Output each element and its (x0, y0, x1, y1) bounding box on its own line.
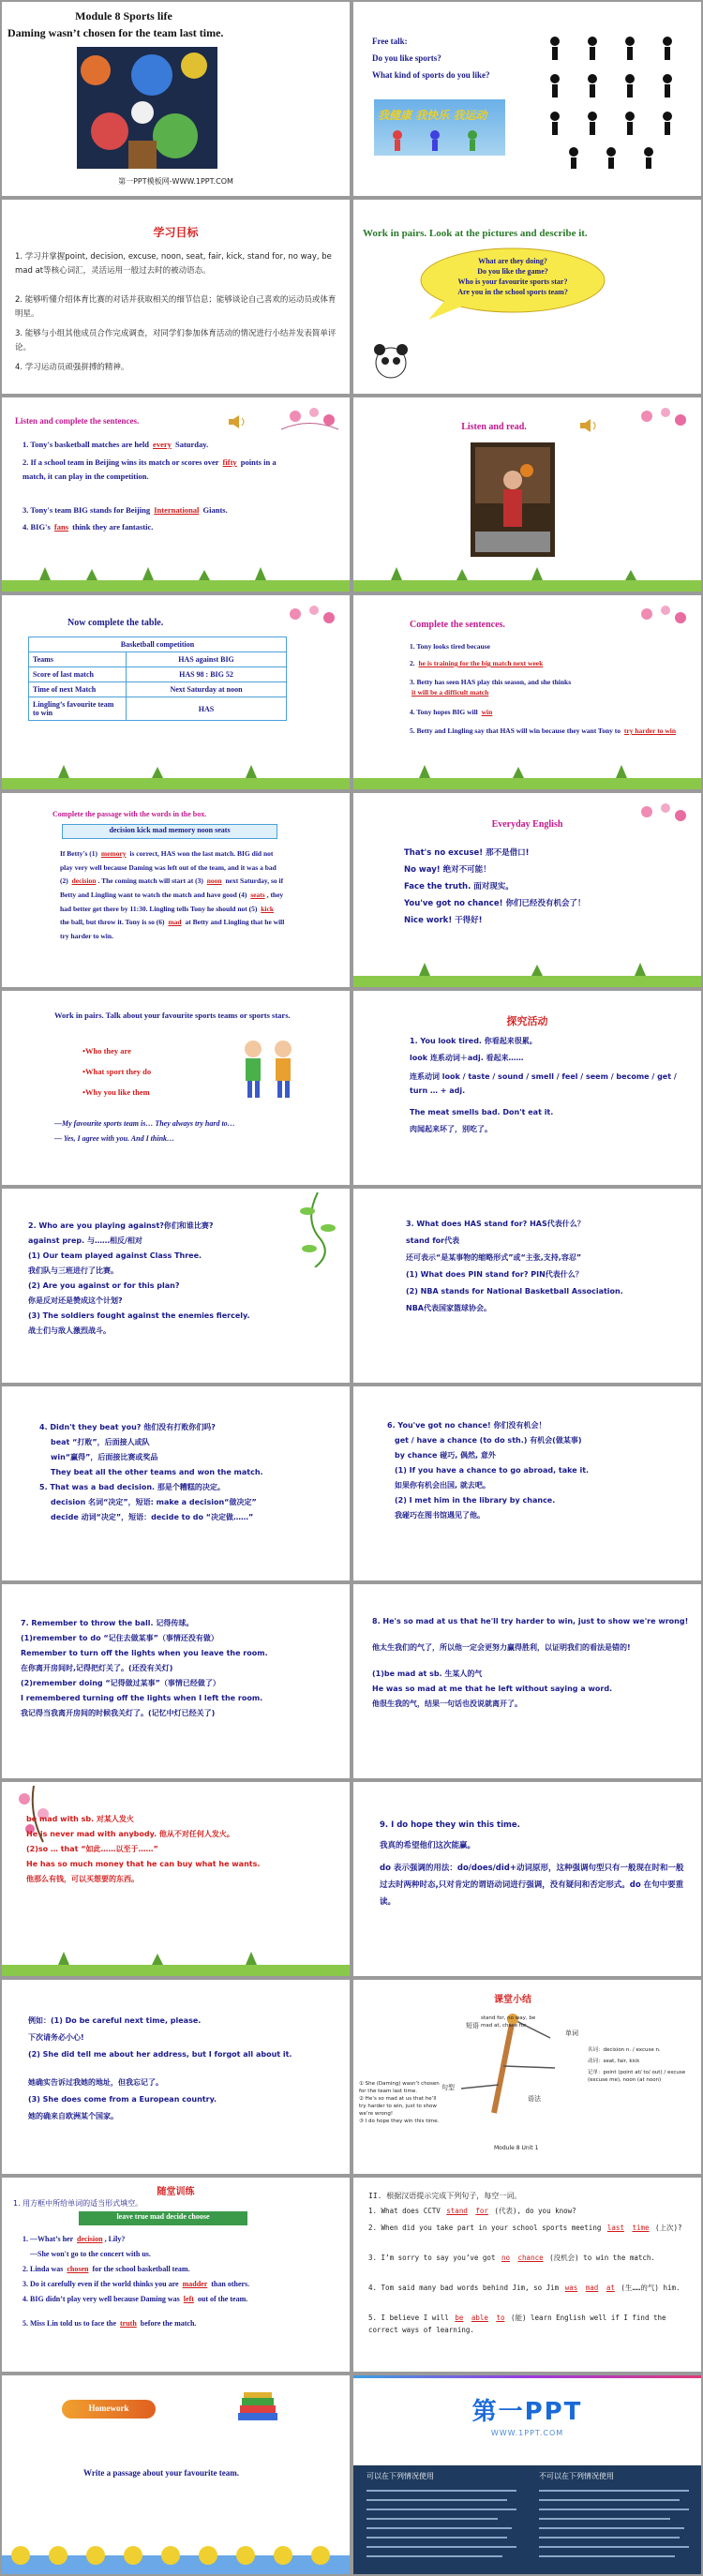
grass-decoration-icon (353, 765, 701, 789)
answer-blank: no (501, 2254, 511, 2262)
remember-line-4: 在你离开房间时,记得把灯关了。(还没有关灯) (21, 1664, 173, 1672)
answer-blank: fans (53, 522, 69, 532)
slide-8-complete (353, 595, 701, 789)
explore-line-5: 肉闻起来坏了，别吃了。 (410, 1125, 492, 1133)
slide-21-examples (2, 1980, 350, 2174)
homework-badge (62, 2400, 156, 2419)
homework-heading: Homework (88, 2404, 129, 2413)
table-row: Time of next Match Next Saturday at noon (29, 682, 287, 697)
speaker-icon (578, 418, 599, 433)
grass-decoration-icon (2, 567, 350, 592)
bubble-question-3: Who is your favourite sports star? (457, 277, 568, 286)
stand-line-3: 还可表示“是某事物的缩略形式”或“主张,支持,容忍” (406, 1253, 582, 1262)
answer-blank: it will be a difficult match (411, 688, 489, 696)
sports-photo (77, 47, 217, 169)
phrase-5: Nice work! 干得好! (404, 916, 483, 925)
table-row: Lingling’s favourite team to win HAS (29, 697, 287, 721)
explore-heading: 探究活动 (506, 1015, 548, 1027)
slide-14-stand-for (353, 1189, 701, 1383)
answer-blank: for (475, 2207, 488, 2215)
madwith-line-4: He has so much money that he can buy what he wants. (26, 1860, 261, 1868)
slide-10-everyday (353, 793, 701, 987)
passage-heading: Complete the passage with the words in the box. (52, 810, 207, 818)
answer-blank: kick (261, 904, 275, 913)
listen-item-1: 1. Tony's basketball matches are held every Saturday. (22, 440, 209, 449)
forbidden-title: 不可以在下列情况使用 (539, 2472, 614, 2480)
chance-line-5: 如果你有机会出国, 就去吧。 (395, 1481, 490, 1490)
slide-26-ppt-logo (353, 2375, 701, 2574)
panda-icon (370, 340, 411, 382)
stand-line-5: (2) NBA stands for National Basketball Association. (406, 1287, 623, 1295)
slide-15-beat (2, 1386, 350, 1580)
mad-line-1: 8. He's so mad at us that he'll try harder to win, just to show we're wrong! (372, 1617, 689, 1625)
beat-line-4: They beat all the other teams and won the match. (51, 1468, 263, 1476)
chance-line-3: by chance 碰巧, 偶然, 意外 (395, 1451, 496, 1460)
answer-blank: International (154, 505, 200, 515)
homework-task: Write a passage about your favourite team. (83, 2468, 239, 2478)
everyday-heading: Everyday English (491, 819, 563, 830)
free-talk-q1: Do you like sports? (372, 53, 441, 63)
exercise-heading: 随堂训练 (157, 2187, 195, 2197)
listen-item-4: 4. BIG's fans think they are fantastic. (22, 522, 154, 532)
free-talk-label: Free talk: (372, 37, 408, 46)
grass-decoration-icon (2, 765, 350, 789)
template-footer: 第一PPT模板网-WWW.1PPT.COM (118, 177, 233, 186)
complete-line-3b (410, 688, 490, 698)
beat-line-1: 4. Didn't they beat you? 他们没有打败你们吗? (39, 1423, 216, 1431)
answer-blank: mad (168, 918, 182, 927)
grass-decoration-icon (2, 1952, 350, 1976)
slide-13-against (2, 1189, 350, 1383)
against-line-3: (1) Our team played against Class Three. (28, 1251, 202, 1260)
example-line-6: 她的确来自欧洲某个国家。 (28, 2112, 118, 2120)
ppt-logo: 第一PPT (471, 2398, 583, 2426)
slide-22-summary (353, 1980, 701, 2174)
mad-line-2: 他太生我们的气了，所以他一定会更努力赢得胜利，以证明我们的看法是错的! (372, 1643, 631, 1652)
flower-decoration-icon (277, 403, 342, 435)
books-icon (234, 2390, 281, 2426)
listen-read-heading: Listen and read. (461, 422, 527, 432)
explore-line-1: 1. You look tired. 你看起来很累。 (410, 1037, 537, 1045)
slide-4-describe (353, 200, 701, 394)
listen-heading: Listen and complete the sentences. (15, 416, 140, 426)
slide-5-listen (2, 397, 350, 592)
slide-6-listen-read (353, 397, 701, 592)
describe-heading: Work in pairs. Look at the pictures and describe it. (363, 228, 588, 239)
words-label: 单词 (565, 2029, 578, 2037)
slide-subtitle: Daming wasn’t chosen for the team last time. (7, 26, 224, 39)
exercise-item-4: 4. BIG didn’t play very well because Daming was left out of the team. (22, 2295, 248, 2303)
pairs-bullet-1: •Who they are (82, 1046, 131, 1056)
phrase-1: That's no excuse! 那不是借口! (404, 848, 530, 858)
example-line-5: (3) She does come from a European country. (28, 2095, 217, 2104)
beat-line-2: beat “打败”，后面接人或队 (51, 1438, 150, 1446)
complete-line-3: 3. Betty has seen HAS play this season, and she thinks (410, 678, 572, 686)
table-row: Score of last match HAS 98 : BIG 52 (29, 667, 287, 682)
beat-line-3: win“赢得”，后面接比赛或奖品 (51, 1453, 158, 1461)
slide-25-homework (2, 2375, 350, 2574)
exercise-item-5: 5. Miss Lin told us to face the truth before the match. (22, 2319, 197, 2328)
exercise-item-1: 1. —What’s her decision , Lily? (22, 2235, 126, 2243)
explore-line-3: 连系动词 look / taste / sound / smell / feel / seem / become / get / turn … + adj. (410, 1072, 677, 1096)
summary-words-2: 动词：seat, fair, kick (588, 2059, 640, 2064)
summary-sentence-1: ① She (Daming) wasn’t chosen for the team last time. (359, 2081, 440, 2094)
answer-blank: mad (585, 2284, 599, 2292)
hint-item-3: 3. I’m sorry to say you’ve got no chance (没机会) to win the match. (368, 2254, 655, 2262)
answer-blank: time (632, 2224, 650, 2232)
banner-text: 我健康 我快乐 我运动 (378, 109, 487, 122)
slide-11-pairs (2, 991, 350, 1185)
answer-blank: win (481, 708, 493, 716)
madwith-line-3: (2)so … that “如此……以至于……” (26, 1845, 158, 1853)
table-row: Teams HAS against BIG (29, 652, 287, 667)
explore-line-2: look 连系动词＋adj. 看起来…… (410, 1054, 524, 1062)
against-line-2: against prep. 与……相反/相对 (28, 1236, 142, 1245)
slide-17-remember (2, 1584, 350, 1778)
word-box: decision kick mad memory noon seats (62, 824, 277, 839)
slide-12-explore (353, 991, 701, 1185)
slide-1-title (2, 2, 350, 196)
remember-line-7: 我记得当我离开房间的时候我关灯了。(记忆中灯已经关了) (21, 1709, 216, 1717)
listen-item-3: 3. Tony's team BIG stands for Beijing International Giants. (22, 505, 228, 515)
against-line-4: 我们队与三班进行了比赛。 (28, 1266, 118, 1275)
slide-title: Module 8 Sports life (75, 9, 172, 22)
pairs-bullet-3: •Why you like them (82, 1087, 150, 1097)
hint-item-4: 4. Tom said many bad words behind Jim, so Jim was mad at (生……的气) him. (368, 2284, 681, 2292)
slide-23-exercise (2, 2178, 350, 2372)
remember-line-2: (1)remember to do “记住去做某事”（事情还没有做） (21, 1634, 218, 1642)
goal-2: 2. 能够听懂介绍体育比赛的对话并获取相关的细节信息；能够谈论自己喜欢的运动员或体育明星。 (15, 295, 337, 319)
against-line-5: (2) Are you against or for this plan? (28, 1281, 180, 1290)
summary-sentence-3: ③ I do hope they win this time. (359, 2119, 440, 2124)
phrases-label: 短语 (466, 2022, 479, 2029)
goal-4: 4. 学习运动员顽强拼搏的精神。 (15, 363, 129, 372)
info-panel (353, 2465, 701, 2574)
madwith-line-2: He is never mad with anybody. 他从不对任何人发火。 (26, 1830, 234, 1838)
pairs-heading: Work in pairs. Talk about your favourite sports teams or sports stars. (54, 1011, 291, 1020)
chance-line-4: (1) If you have a chance to go abroad, take it. (395, 1466, 590, 1475)
color-bar (353, 2375, 701, 2378)
example-line-1: 例如：(1) Do be careful next time, please. (28, 2016, 202, 2025)
bubble-question-2: Do you like the game? (477, 267, 548, 276)
hint-item-1: 1. What does CCTV stand for (代表), do you know? (368, 2207, 576, 2215)
complete-line-5: 5. Betty and Lingling say that HAS will win because they want Tony to try harder to win (410, 726, 676, 735)
chance-line-6: (2) I met him in the library by chance. (395, 1496, 556, 1505)
grammar-label: 语法 (528, 2095, 541, 2103)
answer-blank: left (183, 2295, 194, 2303)
exercise-item-3: 3. Do it carefully even if the world thinks you are madder than others. (22, 2280, 250, 2288)
answer-blank: chosen (67, 2265, 89, 2273)
table-title: Basketball competition (29, 637, 287, 652)
beat-line-5: 5. That was a bad decision. 那是个糟糕的决定。 (39, 1483, 225, 1491)
grass-decoration-icon (353, 963, 701, 987)
dohope-line-3: do 表示强调的用法：do/does/did+动词原形，这种强调句型只有一般现在时和一般过去时两种时态,只对肯定的谓语动词进行强调，没有疑问和否定形式。do 在句中要重读。 (380, 1864, 684, 1907)
stand-line-1: 3. What does HAS stand for? HAS代表什么？ (406, 1220, 585, 1228)
answer-blank: able (471, 2314, 488, 2322)
flower-decoration-icon (628, 403, 694, 435)
pairs-bullet-2: •What sport they do (82, 1067, 152, 1076)
kids-talking-icon (238, 1036, 298, 1101)
goal-1: 1. 学习并掌握point, decision, excuse, noon, seat, fair, kick, stand for, no way, be mad at等核心词汇，灵活运用一般过去时的被动语态。 (15, 252, 332, 276)
passage-text: If Betty's (1) memory is correct, HAS won the last match. BIG did not play very well because Daming was left out of the team, and it was a bad (2) decision . The coming match will start at (3) noon next Saturday, so if Betty and Lingling want to watch the match and have good (4) seats , they had better get there by 11:30. Lingling tells Tony he should not (5) kick the ball, but throw it. Tony is so (6) mad at Betty and Lingling that he will try harder to win. (60, 849, 285, 940)
explore-line-4: The meat smells bad. Don't eat it. (410, 1108, 554, 1116)
speaker-icon (227, 414, 247, 429)
summary-sentence-2: ② He’s so mad at us that he’ll try harder to win, just to show we’re wrong! (359, 2096, 437, 2117)
grass-decoration-icon (353, 567, 701, 592)
answer-blank: madder (182, 2280, 208, 2288)
remember-line-5: (2)remember doing “记得做过某事”（事情已经做了） (21, 1679, 220, 1687)
answer-blank: was (564, 2284, 578, 2292)
chance-line-7: 我碰巧在图书馆遇见了他。 (395, 1511, 485, 1520)
answer-blank: every (153, 440, 172, 449)
answer-blank: truth (120, 2319, 137, 2328)
against-line-7: (3) The soldiers fought against the enemies fiercely. (28, 1311, 250, 1320)
sports-pictograms (541, 30, 691, 171)
mad-line-4: He was so mad at me that he left without saying a word. (372, 1685, 613, 1693)
slide-16-chance (353, 1386, 701, 1580)
slide-3-objectives (2, 200, 350, 394)
dialog-line-2: — Yes, I agree with you. And I think… (54, 1134, 175, 1143)
slide-18-mad-at (353, 1584, 701, 1778)
slide-7-table (2, 595, 350, 789)
sports-banner (374, 99, 505, 156)
circles-decoration-icon (2, 2537, 350, 2574)
answer-blank: seats (250, 890, 265, 899)
info-lines (366, 2490, 695, 2569)
chance-line-2: get / have a chance (to do sth.) 有机会(做某事) (395, 1436, 582, 1445)
answer-blank: fifty (222, 457, 237, 467)
hints-intro: II. 根据汉语提示完成下列句子，每空一词。 (368, 2192, 522, 2200)
complete-heading: Complete the sentences. (410, 620, 505, 630)
madwith-line-5: 他那么有钱，可以买想要的东西。 (26, 1875, 139, 1883)
phrase-list: stand for, no way, be mad at, chase for (481, 2015, 536, 2029)
phrase-4: You've got no chance! 你们已经没有机会了！ (404, 899, 586, 908)
madwith-line-1: be mad with sb. 对某人发火 (26, 1815, 134, 1823)
goal-3: 3. 能够与小组其他成员合作完成调查，对同学们参加体育活动的情况进行小结并发表简单评论。 (15, 329, 337, 352)
answer-blank: at (606, 2284, 615, 2292)
answer-blank: he is training for the big match next week (418, 659, 544, 667)
example-line-3: (2) She did tell me about her address, but I forgot all about it. (28, 2050, 292, 2059)
basketball-photo (471, 442, 555, 557)
summary-footer: Module 8 Unit 1 (494, 2145, 539, 2151)
slide-24-chinese-hints (353, 2178, 701, 2372)
summary-heading: 课堂小结 (494, 1995, 531, 2005)
answer-blank: chance (517, 2254, 544, 2262)
dohope-line-1: 9. I do hope they win this time. (380, 1820, 520, 1830)
beat-line-6: decision 名词“决定”，短语: make a decision“做决定” (51, 1498, 257, 1506)
dohope-line-2: 我真的希望他们这次能赢。 (380, 1841, 476, 1850)
basketball-table (28, 637, 287, 721)
exercise-intro: 1. 用方框中所给单词的适当形式填空。 (13, 2199, 143, 2208)
answer-blank: be (455, 2314, 464, 2322)
stand-line-6: NBA代表国家篮球协会。 (406, 1304, 491, 1312)
listen-item-2: 2. If a school team in Beijing wins its match or scores over fifty points in a match, it can play in the competition. (22, 457, 277, 482)
hint-item-2: 2. When did you take part in your school sports meeting last time (上次)? (368, 2224, 682, 2232)
bubble-question-1: What are they doing? (478, 257, 547, 265)
dialog-line-1: —My favourite sports team is… They always try hard to… (54, 1119, 235, 1128)
against-line-8: 战士们与敌人激烈战斗。 (28, 1326, 111, 1335)
complete-line-4: 4. Tony hopes BIG will win (410, 708, 493, 716)
table-heading: Now complete the table. (67, 618, 164, 628)
answer-blank: try harder to win (623, 726, 676, 735)
slide-19-mad-with (2, 1782, 350, 1976)
slide-2-free-talk (353, 2, 701, 196)
objectives-heading: 学习目标 (153, 226, 199, 239)
slide-20-do-hope (353, 1782, 701, 1976)
example-line-4: 她确实告诉过我她的地址，但我忘记了。 (28, 2078, 163, 2087)
ppt-url: WWW.1PPT.COM (490, 2429, 564, 2437)
remember-line-1: 7. Remember to throw the ball. 记得传球。 (21, 1619, 194, 1627)
allowed-title: 可以在下列情况使用 (366, 2472, 434, 2480)
complete-line-1: 1. Tony looks tired because (410, 642, 490, 651)
exercise-item-2: 2. Linda was chosen for the school basketball team. (22, 2265, 190, 2273)
phrase-2: No way! 绝对不可能！ (404, 865, 491, 875)
remember-line-6: I remembered turning off the lights when I left the room. (21, 1694, 263, 1702)
exercise-word-box: leave true mad decide choose (79, 2211, 247, 2225)
flower-decoration-icon (277, 601, 342, 633)
exercise-item-1b: —She won't go to the concert with us. (30, 2250, 151, 2258)
mad-line-3: (1)be mad at sb. 生某人的气 (372, 1670, 483, 1678)
slide-9-passage (2, 793, 350, 987)
remember-line-3: Remember to turn off the lights when you leave the room. (21, 1649, 268, 1657)
answer-blank: to (496, 2314, 505, 2322)
answer-blank: memory (100, 849, 127, 858)
phrase-3: Face the truth. 面对现实。 (404, 882, 514, 891)
summary-words-1: 名词：decision n. / excuse n. (588, 2047, 661, 2053)
free-talk-q2: What kind of sports do you like? (372, 70, 490, 80)
beat-line-7: decide 动词“决定”，短语：decide to do “决定做……” (51, 1513, 254, 1521)
hint-item-5: 5. I believe I will be able to (能) learn English well if I find the correct ways of learning. (368, 2314, 666, 2334)
flower-decoration-icon (628, 601, 694, 633)
bubble-question-4: Are you in the school sports team? (457, 288, 568, 296)
against-line-6: 你是反对还是赞成这个计划? (28, 1296, 123, 1305)
answer-blank: decision (77, 2235, 103, 2243)
answer-blank: decision (71, 876, 97, 886)
chance-line-1: 6. You've got no chance! 你们没有机会！ (387, 1421, 546, 1430)
mad-line-5: 他很生我的气，结果一句话也没说就离开了。 (372, 1700, 522, 1708)
example-line-2: 下次请务必小心! (28, 2033, 84, 2042)
answer-blank: last (606, 2224, 624, 2232)
stand-line-2: stand for代表 (406, 1236, 460, 1245)
against-line-1: 2. Who are you playing against?你们和谁比赛? (28, 1221, 214, 1230)
summary-words-3: 记单：point (point at/ to/ out) / excuse (excuse me), noon (at noon) (588, 2070, 686, 2083)
stand-line-4: (1) What does PIN stand for? PIN代表什么？ (406, 1270, 583, 1279)
complete-line-2: 2. he is training for the big match next week (410, 659, 544, 667)
sentences-label: 句型 (441, 2084, 455, 2091)
answer-blank: stand (446, 2207, 468, 2215)
answer-blank: noon (206, 876, 222, 886)
